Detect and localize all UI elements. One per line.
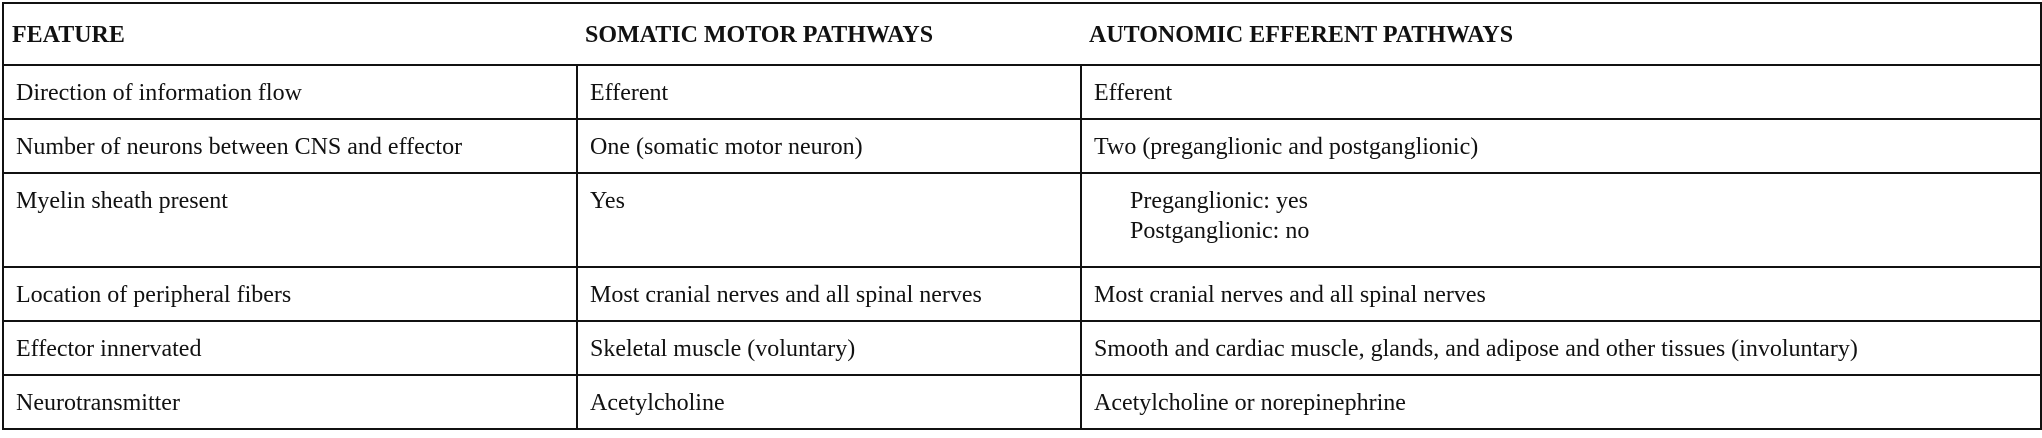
somatic-cell: Skeletal muscle (voluntary) bbox=[577, 321, 1081, 375]
header-feature: FEATURE bbox=[3, 3, 577, 65]
table-row bbox=[3, 321, 2041, 375]
header-autonomic: AUTONOMIC EFFERENT PATHWAYS bbox=[1081, 3, 2041, 65]
table-row bbox=[3, 267, 2041, 321]
autonomic-cell: Efferent bbox=[1081, 65, 2041, 119]
somatic-cell: Acetylcholine bbox=[577, 375, 1081, 429]
feature-cell: Effector innervated bbox=[3, 321, 577, 375]
feature-cell: Number of neurons between CNS and effector bbox=[3, 119, 577, 173]
feature-cell: Myelin sheath present bbox=[3, 173, 577, 267]
somatic-cell: One (somatic motor neuron) bbox=[577, 119, 1081, 173]
table-row bbox=[3, 65, 2041, 119]
feature-cell: Location of peripheral fibers bbox=[3, 267, 577, 321]
feature-cell: Neurotransmitter bbox=[3, 375, 577, 429]
autonomic-cell: Most cranial nerves and all spinal nerves bbox=[1081, 267, 2041, 321]
somatic-cell: Most cranial nerves and all spinal nerves bbox=[577, 267, 1081, 321]
autonomic-cell: Smooth and cardiac muscle, glands, and adipose and other tissues (involuntary) bbox=[1081, 321, 2041, 375]
autonomic-line-postganglionic: Postganglionic: no bbox=[1130, 218, 1310, 244]
feature-cell: Direction of information flow bbox=[3, 65, 577, 119]
table-row bbox=[3, 173, 2041, 267]
somatic-cell: Yes bbox=[577, 173, 1081, 267]
table-row bbox=[3, 375, 2041, 429]
autonomic-cell bbox=[1081, 173, 2041, 267]
autonomic-line-preganglionic: Preganglionic: yes bbox=[1130, 188, 1308, 214]
header-somatic: SOMATIC MOTOR PATHWAYS bbox=[577, 3, 1081, 65]
comparison-table bbox=[2, 2, 2042, 430]
autonomic-cell: Two (preganglionic and postganglionic) bbox=[1081, 119, 2041, 173]
comparison-table-container bbox=[2, 2, 2040, 430]
somatic-cell: Efferent bbox=[577, 65, 1081, 119]
table-row bbox=[3, 119, 2041, 173]
table-header-row bbox=[3, 3, 2041, 65]
autonomic-cell: Acetylcholine or norepinephrine bbox=[1081, 375, 2041, 429]
